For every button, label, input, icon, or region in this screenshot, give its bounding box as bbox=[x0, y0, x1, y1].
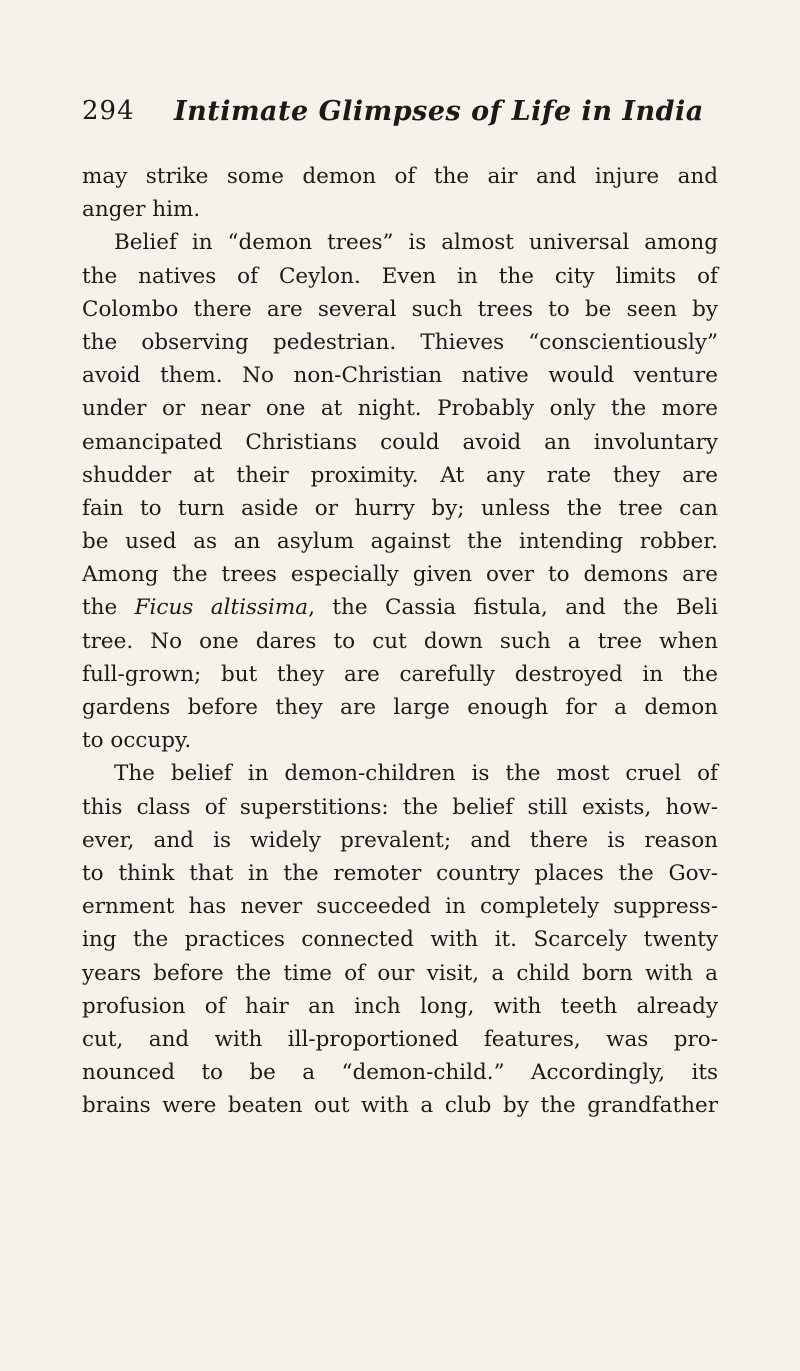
text-line: Among the trees especially given over to demons are bbox=[82, 562, 718, 588]
text-line: avoid them. No non-Christian native would venture bbox=[82, 363, 718, 389]
text-line: ing the practices connected with it. Scarcely twenty bbox=[82, 927, 718, 953]
text-line: full-grown; but they are carefully destroyed in the bbox=[82, 661, 718, 687]
text-line: fain to turn aside or hurry by; unless the tree can bbox=[82, 495, 718, 521]
text-line: profusion of hair an inch long, with teeth already bbox=[82, 993, 718, 1019]
text-line: the natives of Ceylon. Even in the city limits of bbox=[82, 263, 718, 289]
text-line: the observing pedestrian. Thieves “conscientiously” bbox=[82, 329, 718, 355]
text-line: may strike some demon of the air and injure and bbox=[82, 164, 718, 189]
text-line: cut, and with ill-proportioned features, was pro- bbox=[82, 1026, 718, 1052]
text-line: be used as an asylum against the intending robber. bbox=[82, 529, 718, 555]
text-line: gardens before they are large enough for a demon bbox=[82, 695, 718, 720]
running-head bbox=[82, 96, 722, 136]
text-line bbox=[82, 591, 718, 624]
text-line: anger him. bbox=[82, 197, 201, 223]
text-line: under or near one at night. Probably only the more bbox=[82, 396, 718, 422]
text-line: tree. No one dares to cut down such a tree when bbox=[82, 628, 718, 654]
running-title: Intimate Glimpses of Life in India bbox=[174, 96, 704, 127]
text-line: emancipated Christians could avoid an involuntary bbox=[82, 429, 718, 455]
text-line: to occupy. bbox=[82, 728, 192, 754]
text-line: this class of superstitions: the belief still exists, how- bbox=[82, 794, 718, 820]
text-line: ernment has never succeeded in completely suppress- bbox=[82, 894, 718, 920]
text-line: The belief in demon-children is the most cruel of bbox=[114, 761, 718, 787]
italic-term: Ficus altissima bbox=[134, 595, 309, 621]
page-number: 294 bbox=[82, 96, 135, 126]
text-line: Belief in “demon trees” is almost universal among bbox=[114, 230, 718, 256]
text-run: , the Cassia fistula, and the Beli bbox=[308, 595, 718, 621]
text-line: Colombo there are several such trees to be seen by bbox=[82, 296, 718, 322]
text-run: the bbox=[82, 595, 135, 621]
text-line: years before the time of our visit, a child born with a bbox=[82, 960, 718, 986]
text-line: ever, and is widely prevalent; and there is reason bbox=[82, 827, 718, 853]
body-text bbox=[82, 160, 718, 1122]
text-line: shudder at their proximity. At any rate they are bbox=[82, 462, 718, 488]
text-line: nounced to be a “demon-child.” Accordingly, its bbox=[82, 1060, 718, 1086]
text-line: to think that in the remoter country places the Gov- bbox=[82, 860, 718, 886]
text-line: brains were beaten out with a club by the grandfather bbox=[82, 1093, 718, 1119]
